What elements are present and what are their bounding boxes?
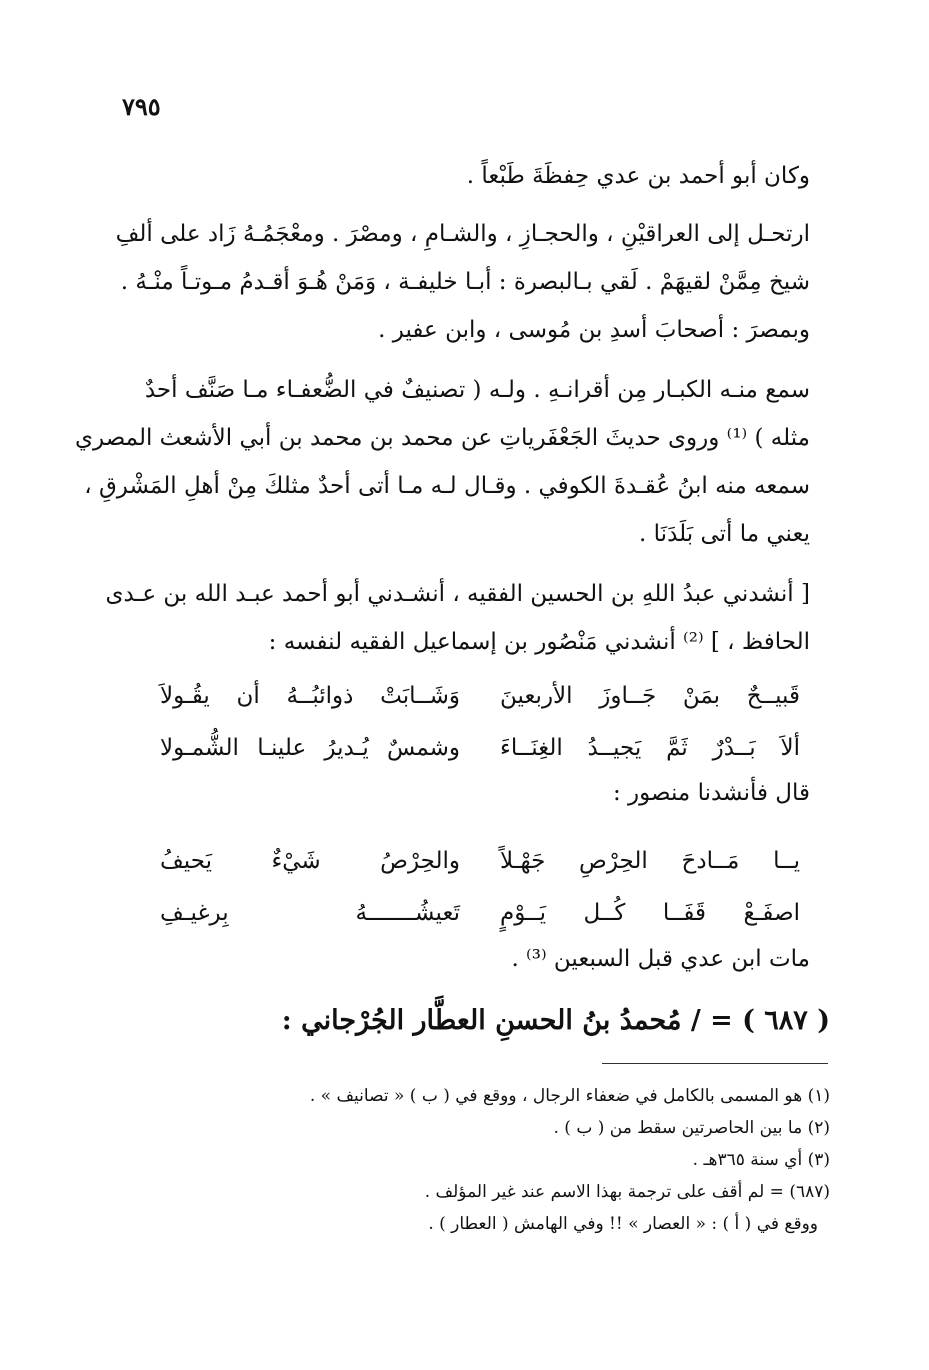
second-hemistich: تَعيشُـــــــهُ بِرغيـفِ bbox=[160, 900, 460, 926]
death-note: مات ابن عدي قبل السبعين ⁽³⁾ . bbox=[511, 946, 810, 972]
text-line: وكان أبو أحمد بن عدي حِفظَةَ طَبْعاً . bbox=[466, 163, 810, 189]
footnote-3: (٣) أي سنة ٣٦٥هـ . bbox=[692, 1150, 830, 1170]
footnote-2: (٢) ما بين الحاصرتين سقط من ( ب ) . bbox=[553, 1118, 830, 1138]
footnotes bbox=[180, 1080, 830, 1240]
entry-heading: ( ٦٨٧ ) = / مُحمدُ بنُ الحسنِ العطَّار الجُرْجاني : bbox=[281, 1005, 830, 1036]
paragraph-3 bbox=[75, 366, 810, 558]
footnote-divider bbox=[602, 1063, 828, 1064]
text-line: مثله ) ⁽¹⁾ وروى حديثَ الجَعْفَرياتِ عن محمد بن محمد بن أبي الأشعث المصري bbox=[75, 425, 810, 451]
second-hemistich: وَشَــابَتْ ذوائبُــهُ أن يقُـولاَ bbox=[160, 683, 460, 709]
text-line: وبمصرَ : أصحابَ أسدِ بن مُوسى ، وابن عفير . bbox=[378, 317, 810, 343]
poem-verse bbox=[160, 670, 800, 722]
poem-lead-in: قال فأنشدنا منصور : bbox=[613, 780, 810, 806]
paragraph-4 bbox=[105, 570, 810, 666]
first-hemistich: ألاَ بَــدْرٌ ثَمَّ يَجيــدُ الغِنَــاءَ bbox=[500, 735, 800, 761]
text-line: سمعه منه ابنُ عُقـدةَ الكوفي . وقـال لـه مـا أتى أحدٌ مثلكَ مِنْ أهلِ المَشْرقِ ، bbox=[84, 473, 810, 499]
text-line: [ أنشدني عبدُ اللهِ بن الحسين الفقيه ، أنشـدني أبو أحمد عبـد الله بن عـدى bbox=[105, 581, 810, 607]
first-hemistich: يــا مَــادحَ الحِرْصِ جَهْـلاً bbox=[500, 848, 800, 874]
footnote-1: (١) هو المسمى بالكامل في ضعفاء الرجال ، ووقع في ( ب ) « تصانيف » . bbox=[309, 1086, 830, 1106]
poem-verse bbox=[160, 887, 800, 939]
text-line: شيخ مِمَّنْ لقيهَمْ . لَقي بـالبصرة : أبـا خليفـة ، وَمَنْ هُـوَ أقـدمُ مـوتـاً منْـهُ . bbox=[120, 269, 810, 295]
poem-verse bbox=[160, 835, 800, 887]
poem-2 bbox=[160, 835, 800, 939]
paragraph-1 bbox=[130, 152, 810, 200]
page-number: ٧٩٥ bbox=[122, 92, 161, 121]
paragraph-2 bbox=[115, 210, 810, 354]
footnote-687-continued: ووقع في ( أ ) : « العصار » !! وفي الهامش ( العطار ) . bbox=[428, 1214, 818, 1234]
first-hemistich: قَبيــحٌ بمَنْ جَــاوزَ الأربعينَ bbox=[500, 683, 800, 709]
text-line: يعني ما أتى بَلَدَنَا . bbox=[639, 521, 810, 547]
first-hemistich: اصفَـعْ قَفَــا كُــل يَــوْمٍ bbox=[500, 900, 800, 926]
text-line: سمع منـه الكبـار مِن أقرانـهِ . ولـه ( تصنيفٌ في الضُّعفـاء مـا صَنَّف أحدٌ bbox=[144, 377, 810, 403]
second-hemistich: والحِرْصُ شَيْءٌ يَحيفُ bbox=[160, 848, 460, 874]
text-line: الحافظ ، ] ⁽²⁾ أنشدني مَنْصُور بن إسماعيل الفقيه لنفسه : bbox=[268, 629, 810, 655]
second-hemistich: وشمسٌ يُـديرُ علينـا الشُّمـولا bbox=[160, 735, 460, 761]
footnote-687: (٦٨٧) = لم أقف على ترجمة بهذا الاسم عند غير المؤلف . bbox=[424, 1182, 830, 1202]
text-line: ارتحـل إلى العراقيْنِ ، والحجـازِ ، والشـامِ ، ومصْرَ . ومعْجَمُـهُ زَاد على ألفِ bbox=[115, 221, 810, 247]
poem-verse bbox=[160, 722, 800, 774]
poem-1 bbox=[160, 670, 800, 774]
